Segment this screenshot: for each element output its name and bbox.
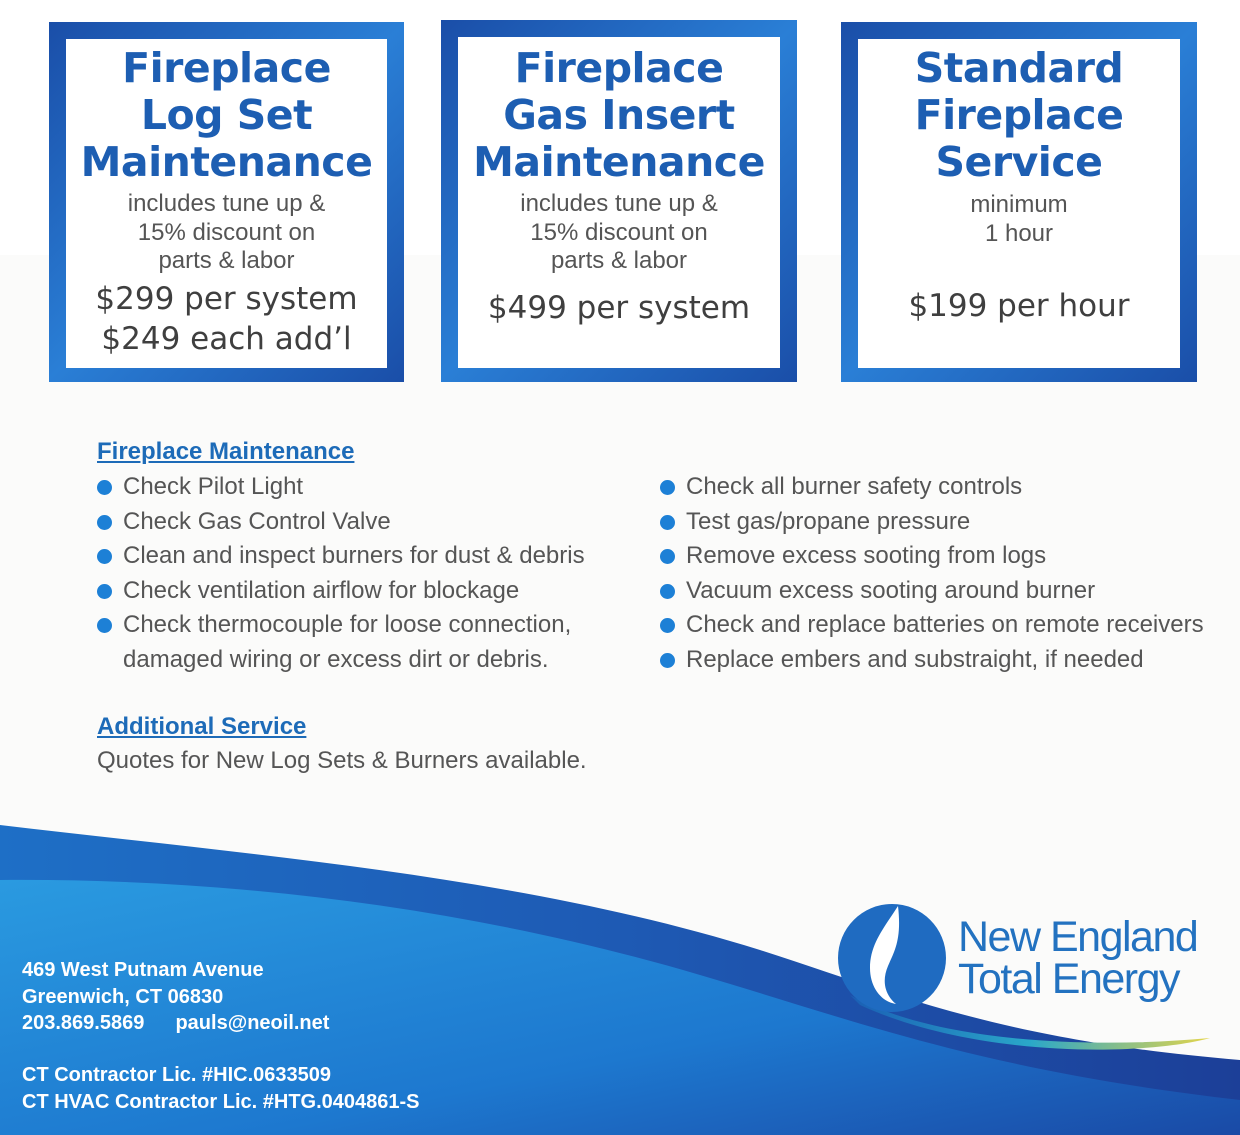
license-line: CT HVAC Contractor Lic. #HTG.0404861-S [22,1090,420,1113]
maintenance-heading: Fireplace Maintenance [97,438,355,465]
pricing-card-standard-service [841,22,1197,382]
pricing-card-log-set [49,22,404,382]
card-price-line: $249 each add’l [101,320,352,357]
card-title-line: Maintenance [80,138,373,186]
card-title [858,45,1180,186]
bullet-icon [97,549,112,564]
list-item: Remove excess sooting from logs [660,539,1204,574]
contact-info [22,957,329,1037]
bullet-icon [97,618,112,633]
logo-line: New England [958,913,1198,961]
card-desc-line: parts & labor [158,247,295,274]
card-price-line: $299 per system [95,280,358,317]
license-line: CT Contractor Lic. #HIC.0633509 [22,1064,331,1086]
bullet-icon [660,584,675,599]
card-desc-line: 1 hour [984,219,1054,247]
list-item: Clean and inspect burners for dust & debris [97,539,585,574]
card-price [458,288,780,328]
card-description [66,190,387,276]
bullet-icon [660,549,675,564]
additional-service-text: Quotes for New Log Sets & Burners available. [97,747,587,774]
phone: 203.869.5869 [22,1012,145,1034]
bullet-icon [97,584,112,599]
email-link[interactable]: pauls@neoil.net [175,1012,330,1034]
list-item: Check Pilot Light [97,470,585,505]
card-price-line: $199 per hour [908,288,1130,324]
list-item: Check thermocouple for loose connection, [97,608,585,643]
pricing-card-body [66,39,387,368]
bullet-icon [97,515,112,530]
card-desc-line: 15% discount on [530,218,708,246]
card-desc-line: includes tune up & [520,190,718,217]
address-line: 469 West Putnam Avenue [22,959,264,981]
list-item: Test gas/propane pressure [660,505,1204,540]
card-price [66,279,387,359]
company-logo-text [958,913,1198,1003]
list-item: Check Gas Control Valve [97,505,585,540]
maintenance-list-right [660,470,1204,677]
card-title-line: Fireplace [914,91,1124,139]
card-title-line: Log Set [140,91,313,139]
card-desc-line: minimum [970,191,1068,218]
card-title-line: Maintenance [473,138,765,186]
pricing-card-body [458,37,780,368]
list-item: Check ventilation airflow for blockage [97,574,585,609]
pricing-card-body [858,39,1180,368]
card-description [458,190,780,276]
bullet-icon [660,480,675,495]
bullet-icon [660,653,675,668]
logo-line: Total Energy [958,955,1180,1003]
card-desc-line: parts & labor [550,247,688,274]
card-title-line: Gas Insert [503,91,735,139]
list-item: Check all burner safety controls [660,470,1204,505]
city-line: Greenwich, CT 06830 [22,985,224,1008]
card-title-line: Service [935,138,1103,186]
card-title-line: Fireplace [514,44,724,92]
card-title [458,45,780,186]
pricing-card-gas-insert [441,20,797,382]
bullet-icon [660,618,675,633]
phone-email-line [22,1010,329,1037]
list-item: Vacuum excess sooting around burner [660,574,1204,609]
list-item: Replace embers and substraight, if needed [660,643,1204,678]
flame-icon [836,902,948,1014]
card-description [858,191,1180,248]
list-item: Check and replace batteries on remote receivers [660,608,1204,643]
additional-service-heading: Additional Service [97,713,307,740]
card-desc-line: 15% discount on [137,218,316,246]
card-title [66,45,387,186]
card-price-line: $499 per system [487,289,751,326]
card-title-line: Standard [914,44,1124,92]
bullet-icon [97,480,112,495]
license-info [22,1062,420,1115]
card-price [858,286,1180,326]
card-title-line: Fireplace [122,44,331,92]
maintenance-list-left [97,470,585,677]
card-desc-line: includes tune up & [127,190,326,217]
list-item-continuation: damaged wiring or excess dirt or debris. [123,645,549,673]
bullet-icon [660,515,675,530]
